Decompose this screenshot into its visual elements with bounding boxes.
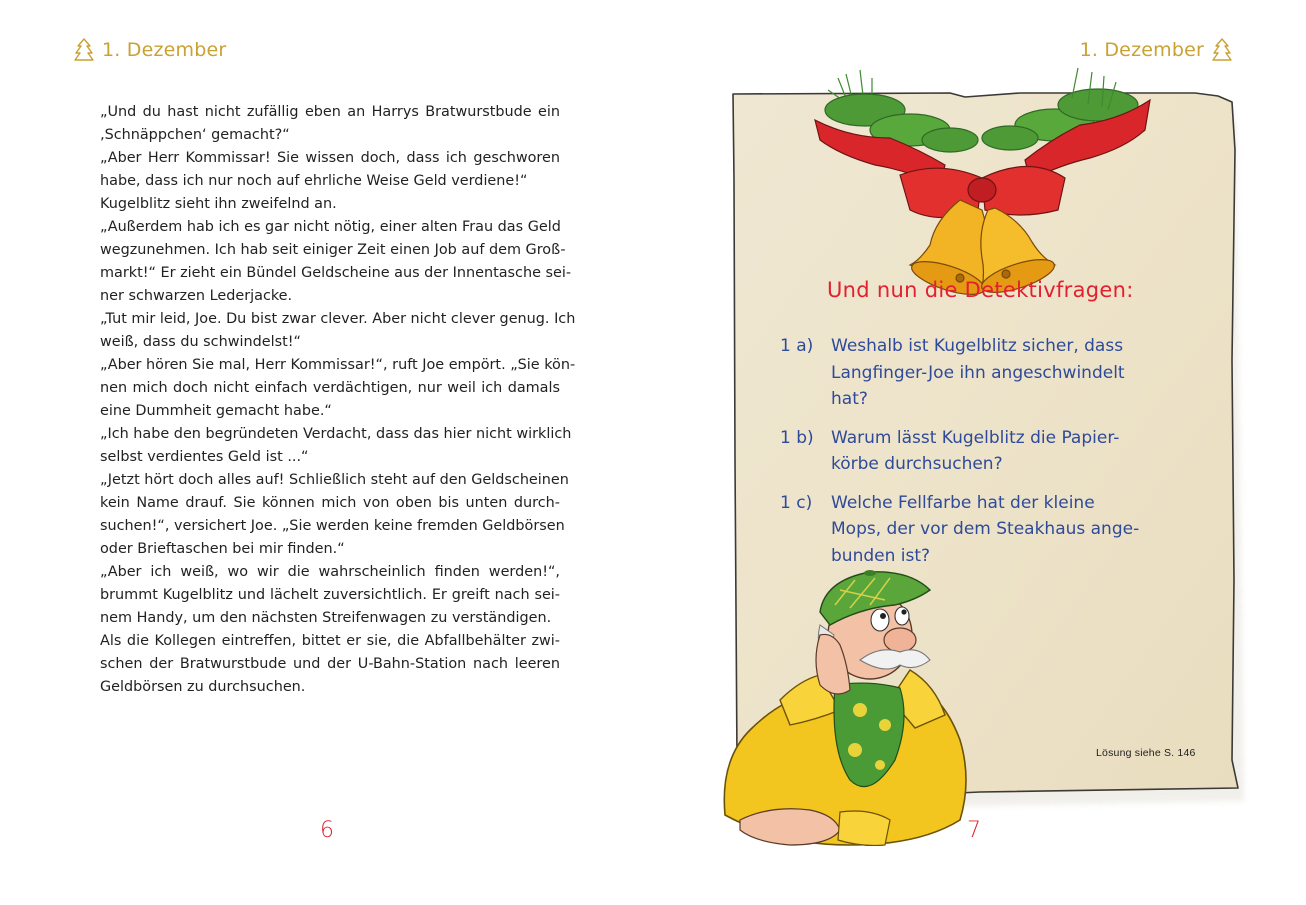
question-number: 1 a) [780,336,814,356]
text-line: „Aber hören Sie mal, Herr Kommissar!“, ruft Joe empört. „Sie kön- [100,357,576,373]
questions-title: Und nun die Detektivfragen: [827,278,1134,302]
text-line: „Und du hast nicht zufällig eben an Harrys Bratwurstbude ein [100,104,560,120]
question-line: körbe durchsuchen? [831,454,1003,474]
text-line: weiß, dass du schwindelst!“ [100,334,301,350]
text-line: suchen!“, versichert Joe. „Sie werden keine fremden Geldbörsen [100,518,565,534]
question-item [780,425,1180,478]
question-text [831,425,1119,478]
text-line: eine Dummheit gemacht habe.“ [100,403,332,419]
text-line: „Tut mir leid, Joe. Du bist zwar clever. Aber nicht clever genug. Ich [100,311,576,327]
text-line: schen der Bratwurstbude und der U-Bahn-Station nach leeren [100,656,560,672]
text-line: „Jetzt hört doch alles auf! Schließlich steht auf den Geldscheinen [100,472,569,488]
question-number: 1 b) [780,427,814,448]
solution-reference: Lösung siehe S. 146 [1096,747,1196,759]
question-line: Weshalb ist Kugelblitz sicher, dass [831,336,1124,356]
text-line: wegzunehmen. Ich hab seit einiger Zeit einen Job auf dem Groß- [100,242,566,258]
question-number: 1 c) [780,492,813,513]
text-line: Geldbörsen zu durchsuchen. [100,679,306,695]
text-line: „Ich habe den begründeten Verdacht, dass das hier nicht wirklich [100,426,572,442]
text-line: kein Name drauf. Sie können mich von oben bis unten durch- [100,495,560,511]
chapter-date: 1. Dezember [102,39,227,61]
text-line: oder Brieftaschen bei mir finden.“ [100,541,345,557]
story-text [100,101,576,699]
detective-questions [780,333,1180,581]
question-line: Warum lässt Kugelblitz die Papier- [831,427,1120,448]
text-line: brummt Kugelblitz und lächelt zuversichtlich. Er greift nach sei- [100,587,560,603]
text-line: selbst verdientes Geld ist ...“ [100,449,309,465]
text-line: nem Handy, um den nächsten Streifenwagen zu verständigen. [100,610,552,626]
page-number: 7 [967,818,981,843]
text-line: habe, dass ich nur noch auf ehrliche Weise Geld verdiene!“ [100,173,528,189]
question-text [831,490,1139,570]
text-line: „Aber Herr Kommissar! Sie wissen doch, dass ich geschworen [100,150,560,166]
text-line: „Aber ich weiß, wo wir die wahrscheinlich finden werden!“, [100,564,560,580]
page-number: 6 [320,818,334,843]
text-line: ner schwarzen Lederjacke. [100,288,293,304]
text-line: Als die Kollegen eintreffen, bittet er sie, die Abfallbehälter zwi- [100,633,560,649]
text-line: „Außerdem hab ich es gar nicht nötig, einer alten Frau das Geld [100,219,561,235]
question-item [780,333,1180,413]
question-line: bunden ist? [831,545,931,566]
question-line: Mops, der vor dem Steakhaus ange- [831,519,1140,539]
text-line: markt!“ Er zieht ein Bündel Geldscheine aus der Innentasche sei- [100,265,572,281]
chapter-date: 1. Dezember [1079,39,1204,61]
text-line: ‚Schnäppchen‘ gemacht?“ [100,127,290,143]
question-item [780,490,1180,570]
question-line: hat? [831,389,868,409]
question-line: Welche Fellfarbe hat der kleine [831,492,1095,513]
christmas-tree-icon [74,38,94,62]
question-line: Langfinger-Joe ihn angeschwindelt [831,362,1125,383]
text-line: Kugelblitz sieht ihn zweifelnd an. [100,196,337,212]
text-line: nen mich doch nicht einfach verdächtigen, nur weil ich damals [100,380,560,396]
running-head-left [74,36,226,64]
christmas-tree-icon [1212,38,1232,62]
question-text [831,333,1125,413]
